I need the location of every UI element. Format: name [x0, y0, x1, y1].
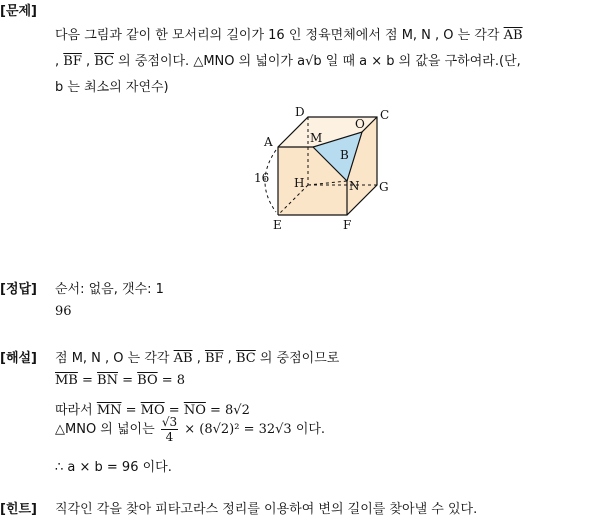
- equals: =: [164, 403, 184, 418]
- hint-tag: [힌트]: [0, 502, 37, 517]
- equals: =: [117, 373, 138, 388]
- label-edge-length: 16: [254, 171, 270, 185]
- segment-bn: $\overline{BN}$: [97, 373, 118, 388]
- solution-text: △MNO 의 넓이는: [55, 422, 159, 437]
- answer-line-2: 96: [55, 304, 72, 319]
- label-a: A: [264, 135, 273, 149]
- label-h: H: [294, 176, 305, 190]
- label-f: F: [343, 218, 352, 232]
- equals: =: [77, 373, 98, 388]
- problem-text: ,: [81, 54, 95, 69]
- equals: =: [121, 403, 141, 418]
- problem-line-3: b 는 최소의 자연수): [55, 80, 169, 95]
- label-o: O: [355, 117, 365, 131]
- problem-text: ,: [55, 54, 64, 69]
- answer-tag: [정답]: [0, 282, 37, 297]
- answer-line-1: 순서: 없음, 갯수: 1: [55, 282, 164, 297]
- problem-text: 의 중점이다. △MNO 의 넓이가 a√b 일 때 a × b 의 값을 구하여라.(단,: [114, 54, 521, 69]
- segment-mn: $\overline{MN}$: [96, 403, 122, 418]
- solution-text: 점 M, N , O 는 각각: [55, 351, 174, 366]
- label-g: G: [379, 180, 389, 194]
- equation-end: = 8√2: [205, 403, 250, 418]
- separator: ,: [192, 351, 205, 366]
- problem-line-1: [55, 24, 523, 43]
- segment-bf: $\overline{BF}$: [204, 351, 224, 366]
- segment-bf: $\overline{BF}$: [63, 54, 82, 69]
- segment-mo: $\overline{MO}$: [140, 403, 165, 418]
- label-d: D: [295, 105, 305, 119]
- solution-line-5: ∴ a × b = 96 이다.: [55, 460, 172, 475]
- problem-line-2: [55, 50, 521, 69]
- solution-line-1: [55, 347, 339, 366]
- fraction-numerator: √3: [161, 415, 178, 429]
- problem-text: 다음 그림과 같이 한 모서리의 길이가 16 인 정육면체에서 점 M, N , O 는 각각: [55, 28, 504, 43]
- equation-end: = 8: [157, 373, 186, 388]
- segment-bc: $\overline{BC}$: [94, 54, 114, 69]
- hint-text: 직각인 각을 찾아 피타고라스 정리를 이용하여 변의 길이를 찾아낼 수 있다.: [55, 502, 478, 517]
- solution-text: × (8√2)² = 32√3 이다.: [180, 422, 326, 437]
- solution-text: 의 중점이므로: [255, 351, 340, 366]
- segment-bo: $\overline{BO}$: [137, 373, 158, 388]
- fraction-sqrt3-over-4: [161, 415, 178, 444]
- solution-line-2: [55, 373, 185, 388]
- label-e: E: [273, 218, 282, 232]
- label-b: B: [340, 148, 349, 162]
- label-c: C: [380, 108, 390, 122]
- cube-figure: [240, 100, 400, 235]
- solution-text: 따라서: [55, 403, 97, 418]
- solution-tag: [해설]: [0, 351, 37, 366]
- segment-bc: $\overline{BC}$: [235, 351, 256, 366]
- label-m: M: [310, 131, 323, 145]
- segment-ab: $\overline{AB}$: [173, 351, 193, 366]
- fraction-denominator: 4: [165, 430, 174, 444]
- segment-no: $\overline{NO}$: [183, 403, 206, 418]
- solution-line-4: [55, 415, 325, 444]
- label-n: N: [349, 179, 360, 193]
- separator: ,: [223, 351, 236, 366]
- segment-ab: $\overline{AB}$: [503, 28, 523, 43]
- problem-tag: [문제]: [0, 4, 37, 19]
- segment-mb: $\overline{MB}$: [55, 373, 78, 388]
